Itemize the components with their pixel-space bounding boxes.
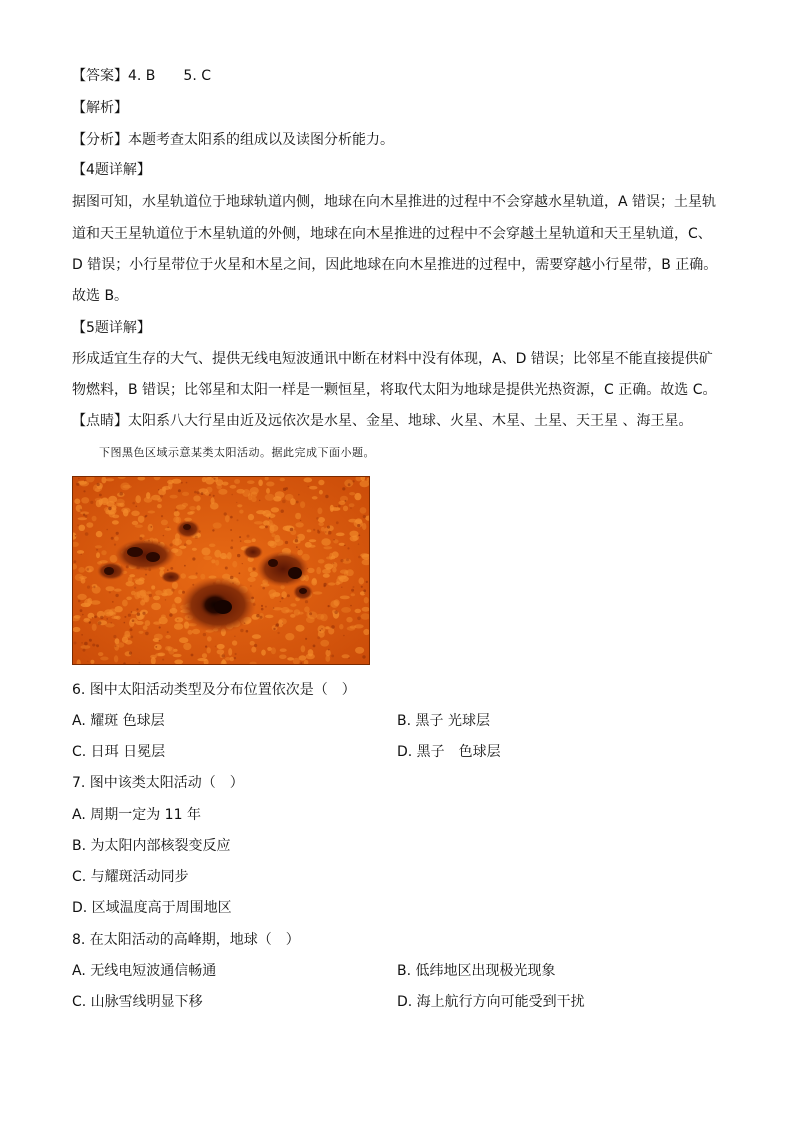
question-8-option-a[interactable]: A. 无线电短波通信畅通 [72, 963, 217, 979]
question-7-option-b[interactable]: B. 为太阳内部核裂变反应 [72, 838, 231, 854]
q4-detail-line: 据图可知，水星轨道位于地球轨道内侧，地球在向木星推进的过程中不会穿越水星轨道，A 错误；土星轨 [72, 194, 717, 210]
question-8-stem: 8. 在太阳活动的高峰期，地球（ ） [72, 932, 300, 948]
question-6-option-c[interactable]: C. 日珥 日冕层 [72, 744, 166, 760]
question-8-option-b[interactable]: B. 低纬地区出现极光现象 [397, 963, 556, 979]
q4-detail-line: 道和天王星轨道位于木星轨道的外侧，地球在向木星推进的过程中不会穿越土星轨道和天王星轨道，C、 [72, 226, 712, 242]
question-7-option-d[interactable]: D. 区域温度高于周围地区 [72, 900, 232, 916]
q4-detail-line: D 错误；小行星带位于火星和木星之间，因此地球在向木星推进的过程中，需要穿越小行星带，B 正确。 [72, 257, 718, 273]
question-7-option-c[interactable]: C. 与耀斑活动同步 [72, 869, 189, 885]
sunspot-photo [72, 476, 370, 665]
question-6-option-a[interactable]: A. 耀斑 色球层 [72, 713, 165, 729]
question-7-stem: 7. 图中该类太阳活动（ ） [72, 775, 244, 791]
q4-detail-line: 故选 B。 [72, 288, 129, 304]
question-8-option-c[interactable]: C. 山脉雪线明显下移 [72, 994, 203, 1010]
question-7-option-a[interactable]: A. 周期一定为 11 年 [72, 807, 201, 823]
q5-detail-line: 形成适宜生存的大气、提供无线电短波通讯中断在材料中没有体现，A、D 错误；比邻星不能直接提供矿 [72, 351, 713, 367]
answer-line: 【答案】4. B 5. C [72, 68, 211, 84]
sunspot-image [73, 477, 369, 664]
question-6-option-d[interactable]: D. 黑子 色球层 [397, 744, 501, 760]
analysis-heading: 【解析】 [72, 100, 128, 116]
question-8-option-d[interactable]: D. 海上航行方向可能受到干扰 [397, 994, 585, 1010]
analysis-overview: 【分析】本题考查太阳系的组成以及读图分析能力。 [72, 132, 394, 148]
q5-detail-line: 物燃料，B 错误；比邻星和太阳一样是一颗恒星，将取代太阳为地球是提供光热资源，C 正确。故选 C。 [72, 382, 717, 398]
q5-detail-heading: 【5题详解】 [72, 320, 151, 336]
tip-line: 【点睛】太阳系八大行星由近及远依次是水星、金星、地球、火星、木星、土星、天王星 、海王星。 [72, 413, 693, 429]
q4-detail-heading: 【4题详解】 [72, 162, 151, 178]
question-6-stem: 6. 图中太阳活动类型及分布位置依次是（ ） [72, 682, 356, 698]
figure-intro: 下图黑色区域示意某类太阳活动。据此完成下面小题。 [99, 446, 375, 459]
question-6-option-b[interactable]: B. 黑子 光球层 [397, 713, 490, 729]
